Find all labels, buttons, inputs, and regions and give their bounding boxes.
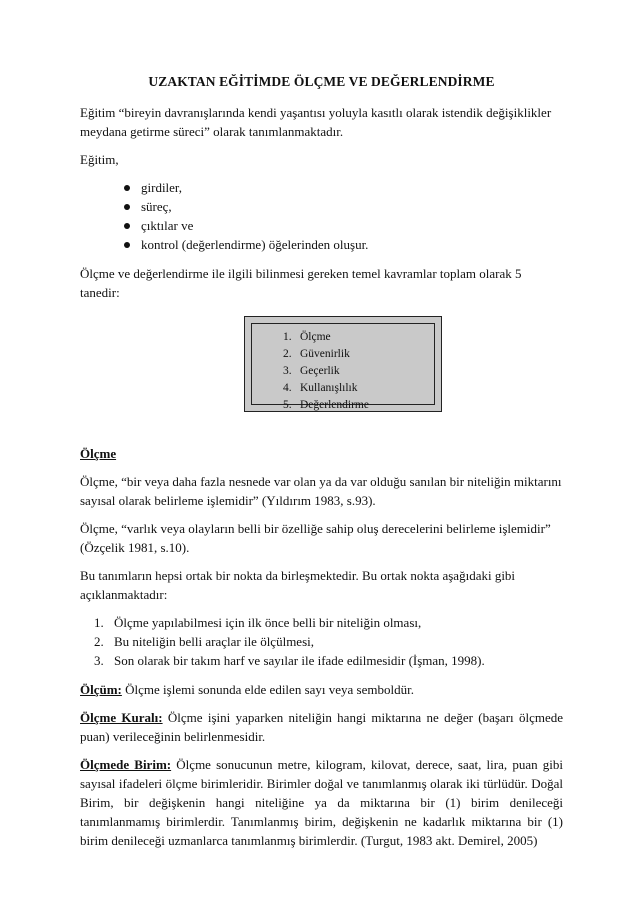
term-olcum: Ölçüm: xyxy=(80,682,122,697)
olcum-paragraph: Ölçüm: Ölçme işlemi sonunda elde edilen sayı veya semboldür. xyxy=(80,682,414,697)
kural-paragraph: Ölçme Kuralı: Ölçme işini yaparken niteliğin hangi miktarına ne değer (başarı ölçmede puan) verileceğinin belirlenmesidir. xyxy=(80,710,563,744)
birim-paragraph: Ölçmede Birim: Ölçme sonucunun metre, kilogram, kilovat, derece, saat, lira, puan gibi sayısal ifadeleri ölçme birimleridir. Birimler doğal ve tanımlanmış olarak iki türlüdür. Doğal Birim, bir değişkenin hangi niteliğine ya da miktarına bir (1) birim denileceği tanımlanmamış birimlerdir. Tanımlanmış birim, değişkenin ne kadarlık miktarına bir (1) birim denileceği uzmanlarca tanımlanmış birimlerdir. (Turgut, 1983 akt. Demirel, 2005) xyxy=(80,757,563,848)
list-item: 4. Kullanışlılık xyxy=(283,382,358,394)
bullet-icon xyxy=(124,223,130,229)
bullet-icon xyxy=(124,204,130,210)
bullet-icon xyxy=(124,185,130,191)
definition-1: Ölçme, “bir veya daha fazla nesnede var olan ya da var olduğu sanılan bir niteliğin miktarını sayısal olarak belirleme işlemidir” (Yıldırım 1983, s.93). xyxy=(80,474,562,508)
list-item: girdiler, xyxy=(124,178,563,197)
common-point-paragraph: Bu tanımların hepsi ortak bir nokta da birleşmektedir. Bu ortak nokta aşağıdaki gibi açıklanmaktadır: xyxy=(80,568,516,602)
intro-paragraph: Eğitim “bireyin davranışlarında kendi yaşantısı yoluyla kasıtlı olarak istendik değişiklikler meydana getirme süreci” olarak tanımlanmaktadır. xyxy=(80,105,552,139)
list-item: çıktılar ve xyxy=(124,216,563,235)
bullet-icon xyxy=(124,242,130,248)
list-item: 2. Bu niteliğin belli araçlar ile ölçülmesi, xyxy=(94,634,314,649)
list-item: 5. Değerlendirme xyxy=(283,399,369,411)
section-heading-olcme: Ölçme xyxy=(80,446,117,461)
list-item: 3. Geçerlik xyxy=(283,365,340,377)
list-item: 2. Güvenirlik xyxy=(283,348,350,360)
list-item: kontrol (değerlendirme) öğelerinden oluşur. xyxy=(124,235,563,254)
egitim-label: Eğitim, xyxy=(80,152,119,167)
term-olcmede-birim: Ölçmede Birim: xyxy=(80,757,172,772)
steps-list xyxy=(80,613,563,670)
document-page xyxy=(80,64,563,859)
list-item: süreç, xyxy=(124,197,563,216)
definition-2: Ölçme, “varlık veya olayların belli bir özelliğe sahip oluş derecelerini belirleme işlemidir” (Özçelik 1981, s.10). xyxy=(80,521,551,555)
concepts-box xyxy=(244,316,442,412)
concepts-list xyxy=(283,329,369,414)
list-item: 1. Ölçme yapılabilmesi için ilk önce belli bir niteliğin olması, xyxy=(94,615,422,630)
list-item: 1. Ölçme xyxy=(283,331,331,343)
concepts-box-wrap xyxy=(80,316,563,414)
page-title: UZAKTAN EĞİTİMDE ÖLÇME VE DEĞERLENDİRME xyxy=(148,74,495,89)
term-olcme-kurali: Ölçme Kuralı: xyxy=(80,710,163,725)
concepts-intro: Ölçme ve değerlendirme ile ilgili bilinmesi gereken temel kavramlar toplam olarak 5 tanedir: xyxy=(80,266,522,300)
egitim-list xyxy=(80,178,563,254)
list-item: 3. Son olarak bir takım harf ve sayılar ile ifade edilmesidir (İşman, 1998). xyxy=(94,653,485,668)
